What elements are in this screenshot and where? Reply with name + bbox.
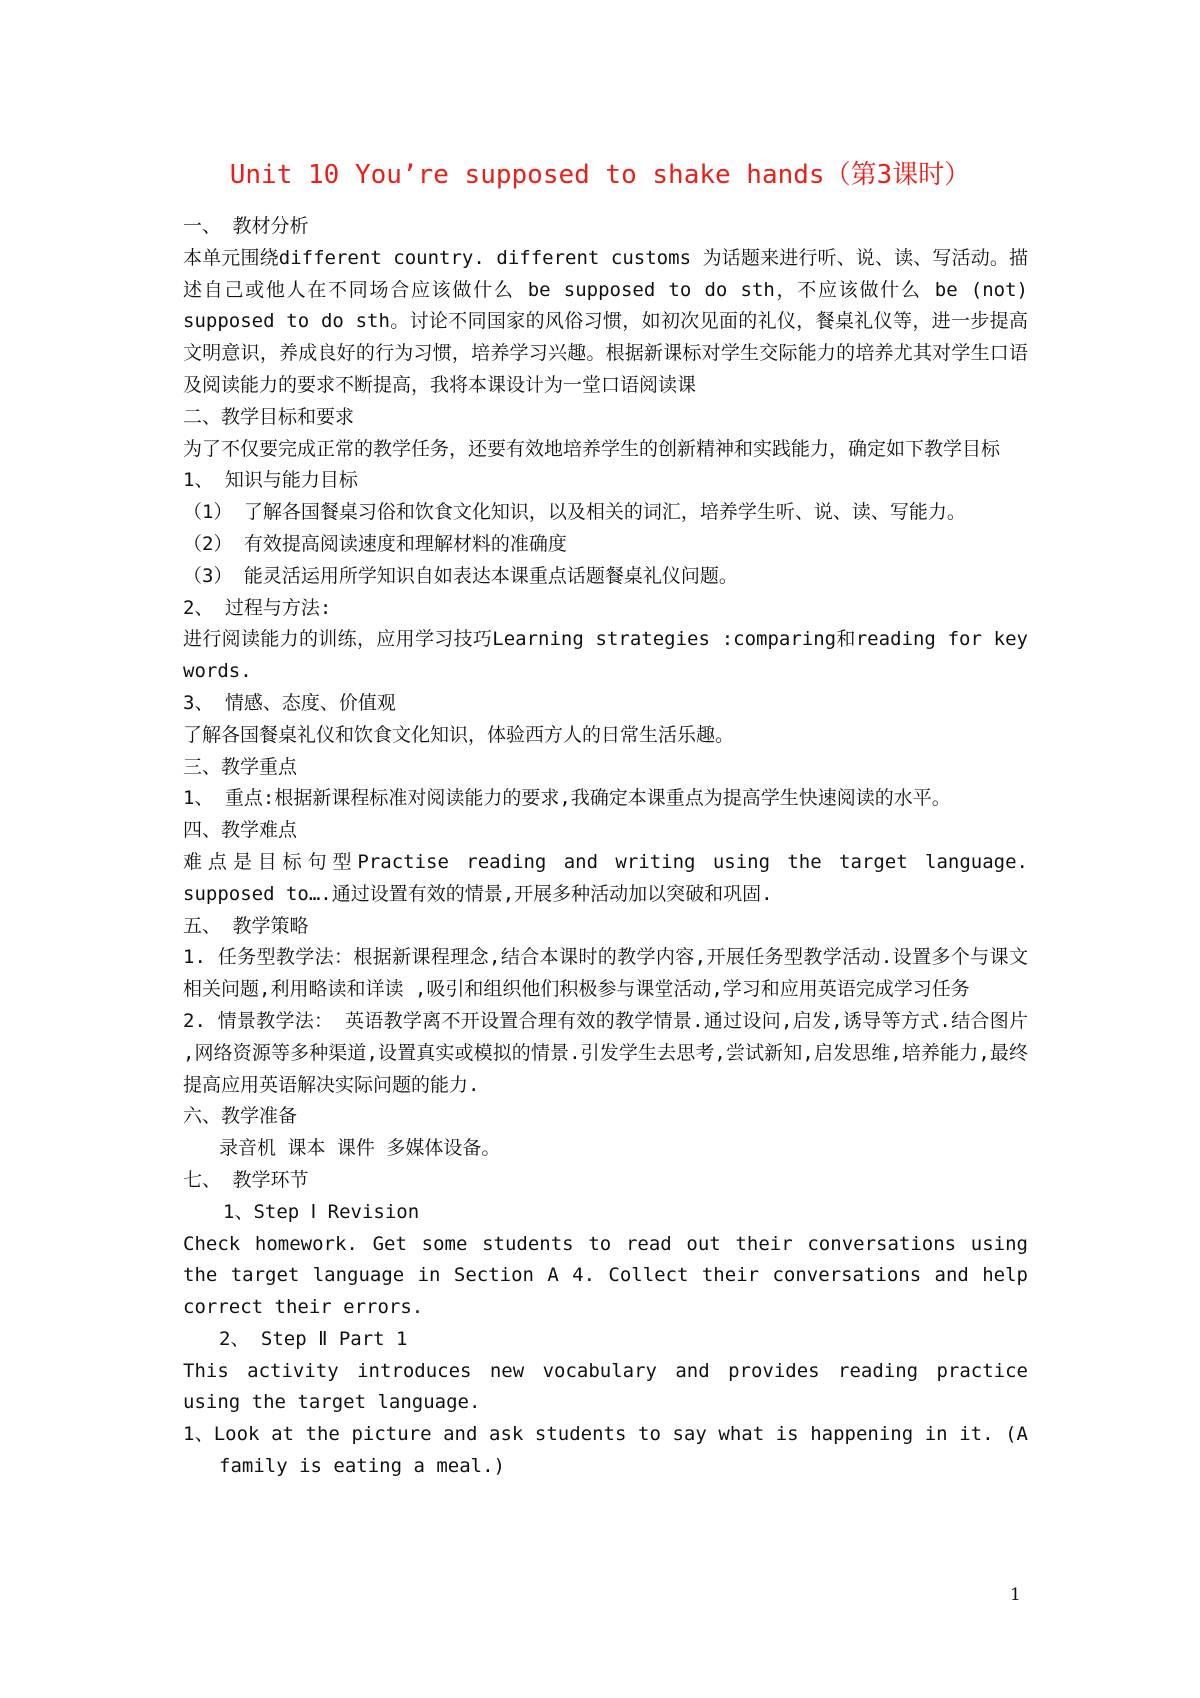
paragraph-key-points: 1、 重点:根据新课程标准对阅读能力的要求,我确定本课重点为提高学生快速阅读的水平。 bbox=[183, 787, 951, 810]
section-heading-procedure: 七、 教学环节 bbox=[183, 1168, 309, 1191]
step-heading-part-1: 2、 Step Ⅱ Part 1 bbox=[219, 1327, 408, 1350]
paragraph-objectives-intro: 为了不仅要完成正常的教学任务，还要有效地培养学生的创新精神和实践能力，确定如下教学目标 bbox=[183, 437, 1001, 460]
list-item-objective-3: （3） 能灵活运用所学知识自如表达本课重点话题餐桌礼仪问题。 bbox=[183, 564, 738, 587]
list-item-objective-2: （2） 有效提高阅读速度和理解材料的准确度 bbox=[183, 532, 567, 555]
paragraph-emotion-values: 了解各国餐桌礼仪和饮食文化知识，体验西方人的日常生活乐趣。 bbox=[183, 723, 735, 746]
paragraph-strategy-situation: 2. 情景教学法： 英语教学离不开设置合理有效的教学情景.通过设问,启发,诱导等方式.结合图片 ,网络资源等多种渠道,设置真实或模拟的情景.引发学生去思考,尝试新知,启发思维,培养能力,最终提高应用英语解决实际问题的能力. bbox=[183, 1009, 1028, 1096]
section-heading-objectives: 二、教学目标和要求 bbox=[183, 405, 355, 428]
section-heading-key-points: 三、教学重点 bbox=[183, 755, 298, 778]
list-item-look-at-picture: 1、Look at the picture and ask students to say what is happening in it. (A family is eating a meal.) bbox=[183, 1423, 1028, 1478]
paragraph-part-1: This activity introduces new vocabulary and provides reading practice using the target language. bbox=[183, 1359, 1028, 1414]
section-heading-preparation: 六、教学准备 bbox=[183, 1105, 298, 1128]
paragraph-preparation: 录音机 课本 课件 多媒体设备。 bbox=[219, 1137, 501, 1160]
section-heading-strategies: 五、 教学策略 bbox=[183, 914, 309, 937]
list-item-objective-1: （1） 了解各国餐桌习俗和饮食文化知识，以及相关的词汇，培养学生听、说、读、写能力。 bbox=[183, 501, 966, 524]
document-title: Unit 10 You’re supposed to shake hands（第3课时） bbox=[229, 160, 971, 190]
document-body bbox=[183, 211, 1028, 1483]
section-heading-textbook-analysis: 一、 教材分析 bbox=[183, 215, 309, 237]
step-heading-revision: 1、Step Ⅰ Revision bbox=[223, 1200, 420, 1223]
subheading-emotion-values: 3、 情感、态度、价值观 bbox=[183, 691, 396, 714]
section-heading-difficulties: 四、教学难点 bbox=[183, 819, 298, 842]
paragraph-process-method: 进行阅读能力的训练，应用学习技巧Learning strategies :comparing和reading for key words. bbox=[183, 628, 1028, 683]
page-number: 1 bbox=[1010, 1585, 1021, 1605]
subheading-knowledge-ability: 1、 知识与能力目标 bbox=[183, 469, 358, 492]
paragraph-difficulties: 难点是目标句型Practise reading and writing using the target language. supposed to….通过设置有效的情景,开展多种活动加以突破和巩固. bbox=[183, 850, 1028, 905]
subheading-process-method: 2、 过程与方法: bbox=[183, 596, 332, 619]
paragraph-strategy-task: 1. 任务型教学法：根据新课程理念,结合本课时的教学内容,开展任务型教学活动.设置多个与课文相关问题,利用略读和详读 ,吸引和组织他们积极参与课堂活动,学习和应用英语完成学习任务 bbox=[183, 946, 1028, 1001]
paragraph-revision: Check homework. Get some students to read out their conversations using the target language in Section A 4. Collect their conversations and help correct their errors. bbox=[183, 1232, 1028, 1319]
paragraph-textbook-analysis: 本单元围绕different country. different customs 为话题来进行听、说、读、写活动。描述自己或他人在不同场合应该做什么 be supposed to do sth，不应该做什么 be (not) supposed to do sth。讨论不同国家的风俗习惯，如初次见面的礼仪，餐桌礼仪等，进一步提高文明意识，养成良好的行为习惯，培养学习兴趣。根据新课标对学生交际能力的培养尤其对学生口语及阅读能力的要求不断提高，我将本课设计为一堂口语阅读课 bbox=[183, 246, 1028, 396]
